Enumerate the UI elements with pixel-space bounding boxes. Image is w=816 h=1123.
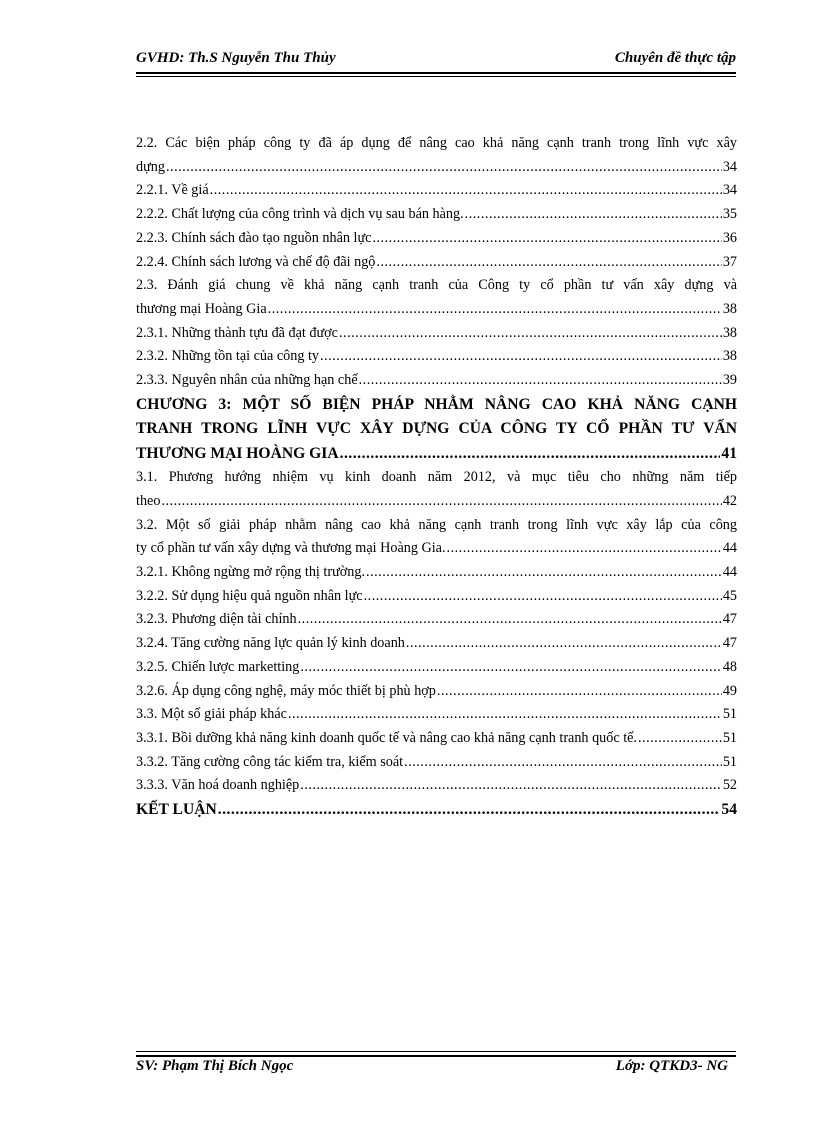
dot-leader — [268, 298, 722, 322]
toc-page-number: 38 — [722, 348, 737, 365]
toc-entry-text: TRANH TRONG LĨNH VỰC XÂY DỰNG CỦA CÔNG TY CỔ PHẦN TƯ VẤN — [136, 420, 737, 438]
header-rule-thin — [136, 76, 736, 77]
toc-entry-text: 2.2. Các biện pháp công ty đã áp dụng để nâng cao khả năng cạnh tranh trong lĩnh vực xây — [136, 135, 737, 151]
toc-entry-text: 2.2.1. Về giá — [136, 182, 209, 199]
toc-entry-text: 3.2.3. Phương diện tài chính — [136, 611, 297, 628]
toc-entry-line — [136, 680, 737, 704]
toc-page-number: 38 — [722, 300, 737, 317]
toc-page-number: 51 — [722, 706, 737, 723]
toc-entry — [136, 585, 737, 609]
toc-page-number: 47 — [722, 635, 737, 652]
toc-page-number: 39 — [722, 372, 737, 389]
header-report-type: Chuyên đề thực tập — [614, 50, 736, 66]
dot-leader — [300, 774, 722, 798]
dot-leader — [339, 322, 722, 346]
toc-entry-text: 2.3.1. Những thành tựu đã đạt được — [136, 324, 338, 341]
toc-entry-text: theo — [136, 492, 161, 509]
toc-entry — [136, 561, 737, 585]
toc-entry — [136, 132, 737, 179]
toc-entry-line — [136, 656, 737, 680]
toc-entry-text: CHƯƠNG 3: MỘT SỐ BIỆN PHÁP NHẰM NÂNG CAO KHẢ NĂNG CẠNH — [136, 395, 737, 413]
toc-entry-text: 3.2.6. Áp dụng công nghệ, máy móc thiết bị phù hợp — [136, 682, 436, 699]
toc-page-number: 44 — [722, 564, 737, 581]
toc-entry-text: 3.3.1. Bồi dưỡng khả năng kinh doanh quốc tế và nâng cao khả năng cạnh tranh quốc tế. — [136, 729, 637, 746]
dot-leader — [372, 227, 721, 251]
toc-entry-text: 3.2.1. Không ngừng mở rộng thị trường. — [136, 564, 366, 581]
dot-leader — [298, 608, 722, 632]
toc-entry-line — [136, 751, 737, 775]
dot-leader — [406, 632, 722, 656]
dot-leader — [359, 369, 722, 393]
footer-rule-thick — [136, 1055, 736, 1057]
toc-page-number: 36 — [722, 229, 737, 246]
toc-entry — [136, 632, 737, 656]
toc-page-number: 44 — [722, 540, 737, 557]
toc-entry-text: 2.3. Đánh giá chung về khả năng cạnh tranh của Công ty cổ phần tư vấn xây dựng và — [136, 277, 737, 294]
toc-entry — [136, 751, 737, 775]
toc-entry-text: 3.2.5. Chiến lược marketting — [136, 658, 300, 675]
dot-leader — [210, 179, 722, 203]
toc-entry-line — [136, 798, 737, 823]
toc-entry-text: dựng — [136, 158, 165, 175]
toc-page-number: 34 — [722, 158, 737, 175]
toc-entry-line — [136, 727, 737, 751]
toc-entry-text: 3.3.3. Văn hoá doanh nghiệp — [136, 777, 300, 794]
page-header — [136, 48, 736, 72]
toc-entry — [136, 798, 737, 823]
toc-entry-line — [136, 322, 737, 346]
dot-leader — [364, 585, 722, 609]
toc-entry-line — [136, 227, 737, 251]
toc-page-number: 52 — [722, 777, 737, 794]
toc-page-number: 41 — [721, 444, 737, 462]
toc-page-number: 47 — [722, 611, 737, 628]
toc-entry — [136, 227, 737, 251]
toc-page-number: 48 — [722, 658, 737, 675]
toc-entry — [136, 345, 737, 369]
toc-entry-line — [136, 490, 737, 514]
toc-entry-line — [136, 632, 737, 656]
dot-leader — [638, 727, 722, 751]
dot-leader — [437, 680, 722, 704]
header-rule-thick — [136, 72, 736, 74]
toc-entry — [136, 774, 737, 798]
toc-entry-line — [136, 608, 737, 632]
toc-entry-line — [136, 369, 737, 393]
toc-entry — [136, 322, 737, 346]
toc-entry-text: thương mại Hoàng Gia — [136, 300, 267, 317]
toc-page-number: 51 — [722, 729, 737, 746]
dot-leader — [376, 251, 721, 275]
toc-page-number: 34 — [722, 182, 737, 199]
toc-page-number: 54 — [721, 801, 737, 819]
footer-class: Lớp: QTKD3- NG — [615, 1058, 728, 1074]
toc-entry-line — [136, 585, 737, 609]
footer-rule-thin — [136, 1051, 736, 1052]
toc-entry-line — [136, 179, 737, 203]
toc-entry-line — [136, 442, 737, 467]
toc-entry — [136, 369, 737, 393]
toc-entry-text: ty cổ phần tư vấn xây dựng và thương mại Hoàng Gia. — [136, 540, 446, 557]
toc-entry — [136, 680, 737, 704]
toc-entry — [136, 608, 737, 632]
toc-page-number: 45 — [722, 587, 737, 604]
footer-student: SV: Phạm Thị Bích Ngọc — [136, 1058, 294, 1074]
page-footer — [136, 1058, 736, 1082]
toc-entry-text: 2.2.4. Chính sách lương và chế độ đãi ngộ — [136, 253, 376, 270]
toc-entry — [136, 656, 737, 680]
toc-entry — [136, 251, 737, 275]
toc-entry-text: 3.2.2. Sử dụng hiệu quả nguồn nhân lực — [136, 587, 363, 604]
dot-leader — [288, 703, 722, 727]
toc-entry-text: 3.3. Một số giải pháp khác — [136, 706, 287, 723]
toc-entry — [136, 203, 737, 227]
toc-page-number: 35 — [722, 206, 737, 223]
toc-entry-line — [136, 774, 737, 798]
header-advisor: GVHD: Th.S Nguyễn Thu Thủy — [136, 50, 336, 66]
dot-leader — [465, 203, 722, 227]
toc-entry-text: 2.3.2. Những tồn tại của công ty — [136, 348, 320, 365]
toc-entry-line — [136, 203, 737, 227]
toc-entry — [136, 466, 737, 513]
toc-entry-text: 2.2.3. Chính sách đào tạo nguồn nhân lực — [136, 229, 372, 246]
toc-entry — [136, 179, 737, 203]
toc-entry-text: 3.2. Một số giải pháp nhằm nâng cao khả năng cạnh tranh trong lĩnh vực xây lắp của công — [136, 516, 737, 533]
dot-leader — [320, 345, 722, 369]
dot-leader — [218, 798, 721, 823]
dot-leader — [366, 561, 722, 585]
toc-entry — [136, 727, 737, 751]
toc-entry-line — [136, 156, 737, 180]
dot-leader — [161, 490, 721, 514]
dot-leader — [404, 751, 722, 775]
toc-entry-line — [136, 345, 737, 369]
toc-entry-line — [136, 561, 737, 585]
toc-entry-text: 2.3.3. Nguyên nhân của những hạn chế — [136, 372, 358, 389]
toc-entry-text: THƯƠNG MẠI HOÀNG GIA — [136, 444, 339, 462]
toc-entry-line — [136, 703, 737, 727]
toc-page-number: 42 — [722, 492, 737, 509]
toc-entry-text: KẾT LUẬN — [136, 801, 217, 819]
toc-entry — [136, 703, 737, 727]
toc-entry — [136, 514, 737, 561]
toc-page-number: 51 — [722, 753, 737, 770]
dot-leader — [340, 442, 721, 467]
toc-entry-text: 3.1. Phương hướng nhiệm vụ kinh doanh năm 2012, và mục tiêu cho những năm tiếp — [136, 469, 737, 486]
toc-entry-line — [136, 251, 737, 275]
toc-page-number: 49 — [722, 682, 737, 699]
toc-entry-text: 3.2.4. Tăng cường năng lực quản lý kinh doanh — [136, 635, 405, 652]
toc-entry-text: 2.2.2. Chất lượng của công trình và dịch vụ sau bán hàng. — [136, 206, 464, 223]
dot-leader — [166, 156, 722, 180]
toc-page-number: 38 — [722, 324, 737, 341]
toc-entry-line — [136, 537, 737, 561]
dot-leader — [300, 656, 721, 680]
toc-entry — [136, 274, 737, 321]
table-of-contents — [136, 132, 737, 823]
toc-entry-text: 3.3.2. Tăng cường công tác kiểm tra, kiểm soát — [136, 753, 404, 770]
toc-entry-line — [136, 298, 737, 322]
toc-entry — [136, 393, 737, 467]
dot-leader — [447, 537, 722, 561]
toc-page-number: 37 — [722, 253, 737, 270]
